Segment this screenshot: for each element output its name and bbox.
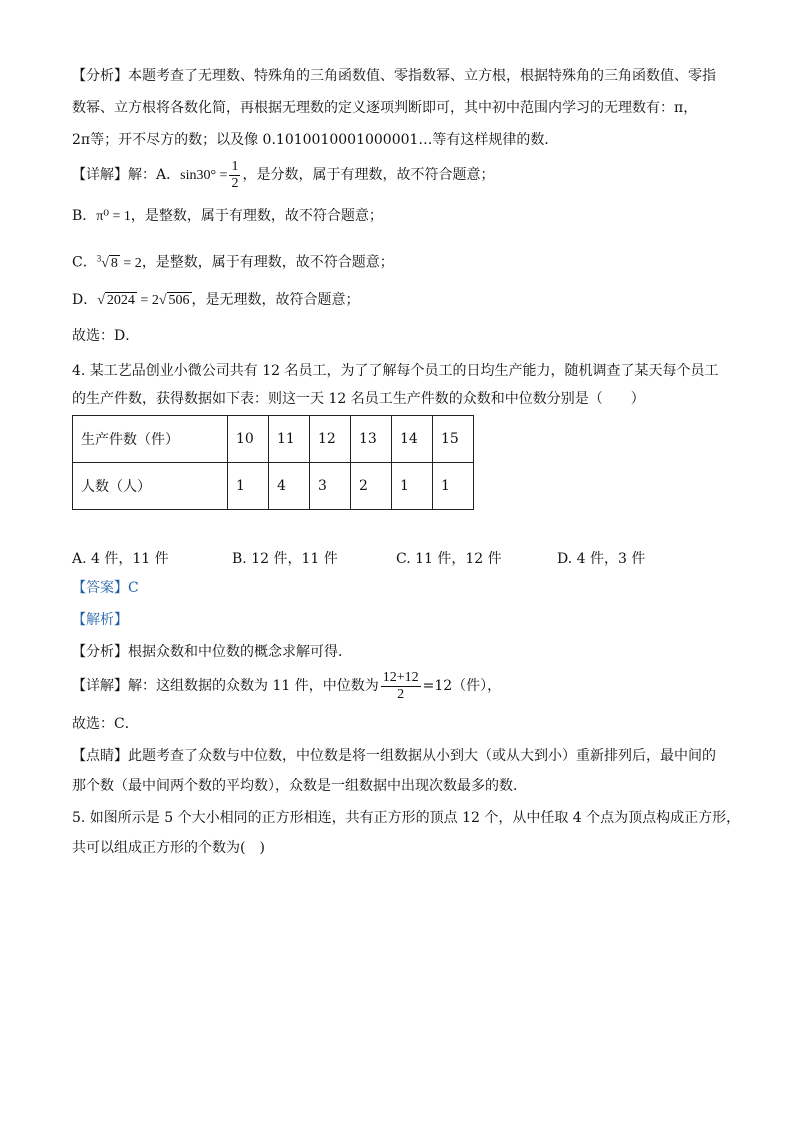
q4-line-1: 4. 某工艺品创业小微公司共有 12 名员工，为了了解每个员工的日均生产能力，随机调查了某天每个员工 [72, 363, 719, 379]
radicand-2: 506 [168, 293, 190, 308]
sqrt-eq: = 2 [140, 293, 159, 308]
detail-c [72, 248, 394, 274]
q5-line-2: 共可以组成正方形的个数为( ) [72, 840, 265, 856]
q4-data-table [72, 415, 474, 510]
answer-label: 【答案】C [72, 580, 139, 596]
table-cell: 11 [269, 416, 310, 463]
detail-c-suffix: ，是整数，属于有理数，故不符合题意； [141, 254, 394, 271]
detail-b [72, 206, 383, 227]
q4-detail-prefix: 【详解】解：这组数据的众数为 11 件，中位数为 [72, 678, 379, 694]
table-cell: 1 [433, 463, 474, 510]
detail-d-prefix: D． [72, 292, 98, 308]
q4-detail [72, 667, 501, 705]
option-a: A. 4 件，11 件 [72, 551, 169, 567]
fraction-numerator: 1 [231, 158, 239, 174]
detail-b-prefix: B． [72, 208, 97, 224]
detail-a-prefix: 【详解】解：A． [72, 167, 181, 183]
dianjing-line-1: 【点睛】此题考查了众数与中位数，中位数是将一组数据从小到大（或从大到小）重新排列后，最中间的 [72, 748, 716, 764]
analysis-line-3: 2π等；开不尽方的数；以及像 0.1010010001000001…等有这样规律的数． [72, 132, 559, 148]
fraction-denominator: 2 [231, 175, 239, 191]
q4-analysis: 【分析】根据众数和中位数的概念求解可得． [72, 644, 352, 660]
q4-line-2: 的生产件数，获得数据如下表：则这一天 12 名员工生产件数的众数和中位数分别是（ ） [72, 391, 645, 407]
q4-detail-suffix: =12（件）， [422, 678, 502, 694]
table-cell: 3 [310, 463, 351, 510]
option-b: B. 12 件，11 件 [232, 551, 338, 567]
table-cell: 1 [228, 463, 269, 510]
table-cell: 12 [310, 416, 351, 463]
detail-c-prefix: C． [72, 254, 97, 271]
table-row [73, 416, 474, 463]
root-index: 3 [96, 253, 102, 263]
table-cell: 13 [351, 416, 392, 463]
detail-a [72, 158, 494, 193]
detail-c-result: = 2 [123, 255, 142, 271]
radicand: 8 [110, 255, 118, 271]
table-row-label: 生产件数（件） [73, 416, 228, 463]
dianjing-line-2: 那个数（最中间两个数的平均数），众数是一组数据中出现次数最多的数． [72, 778, 527, 794]
table-cell: 10 [228, 416, 269, 463]
detail-b-suffix: ，是整数，属于有理数，故不符合题意； [130, 208, 383, 224]
table-cell: 4 [269, 463, 310, 510]
analysis-line-1: 【分析】本题考查了无理数、特殊角的三角函数值、零指数幂、立方根，根据特殊角的三角函数值、零指 [72, 68, 716, 84]
median-fraction [381, 670, 421, 703]
table-cell: 1 [392, 463, 433, 510]
table-row [73, 463, 474, 510]
table-cell: 14 [392, 416, 433, 463]
cube-root: $^3$√ 8 = 2 [96, 253, 142, 271]
radicand-1: 2024 [106, 293, 135, 308]
analysis-line-2: 数幂、立方根将各数化简，再根据无理数的定义逐项判断即可，其中初中范围内学习的无理数有：π， [72, 100, 698, 116]
jiexi-label: 【解析】 [72, 612, 128, 628]
detail-d [72, 290, 360, 311]
detail-a-fraction [229, 159, 240, 192]
detail-d-suffix: ，是无理数，故符合题意； [191, 292, 360, 308]
choice-line: 故选：D． [72, 328, 140, 344]
sqrt-expr: √ 2024 = 2√ 506 [97, 293, 190, 308]
fraction-numerator: 12+12 [382, 669, 419, 685]
detail-a-suffix: ，是分数，属于有理数，故不符合题意； [242, 167, 495, 183]
detail-b-expr: π⁰ = 1 [96, 209, 131, 224]
fraction-denominator: 2 [381, 686, 421, 703]
q4-choice: 故选：C． [72, 716, 139, 732]
table-cell: 15 [433, 416, 474, 463]
detail-a-expr: sin30° = [180, 168, 228, 183]
q5-line-1: 5. 如图所示是 5 个大小相同的正方形相连，共有正方形的顶点 12 个，从中任取 4 个点为顶点构成正方形， [72, 810, 741, 826]
option-d: D. 4 件，3 件 [557, 551, 646, 567]
option-c: C. 11 件，12 件 [396, 551, 502, 567]
table-cell: 2 [351, 463, 392, 510]
table-row-label: 人数（人） [73, 463, 228, 510]
